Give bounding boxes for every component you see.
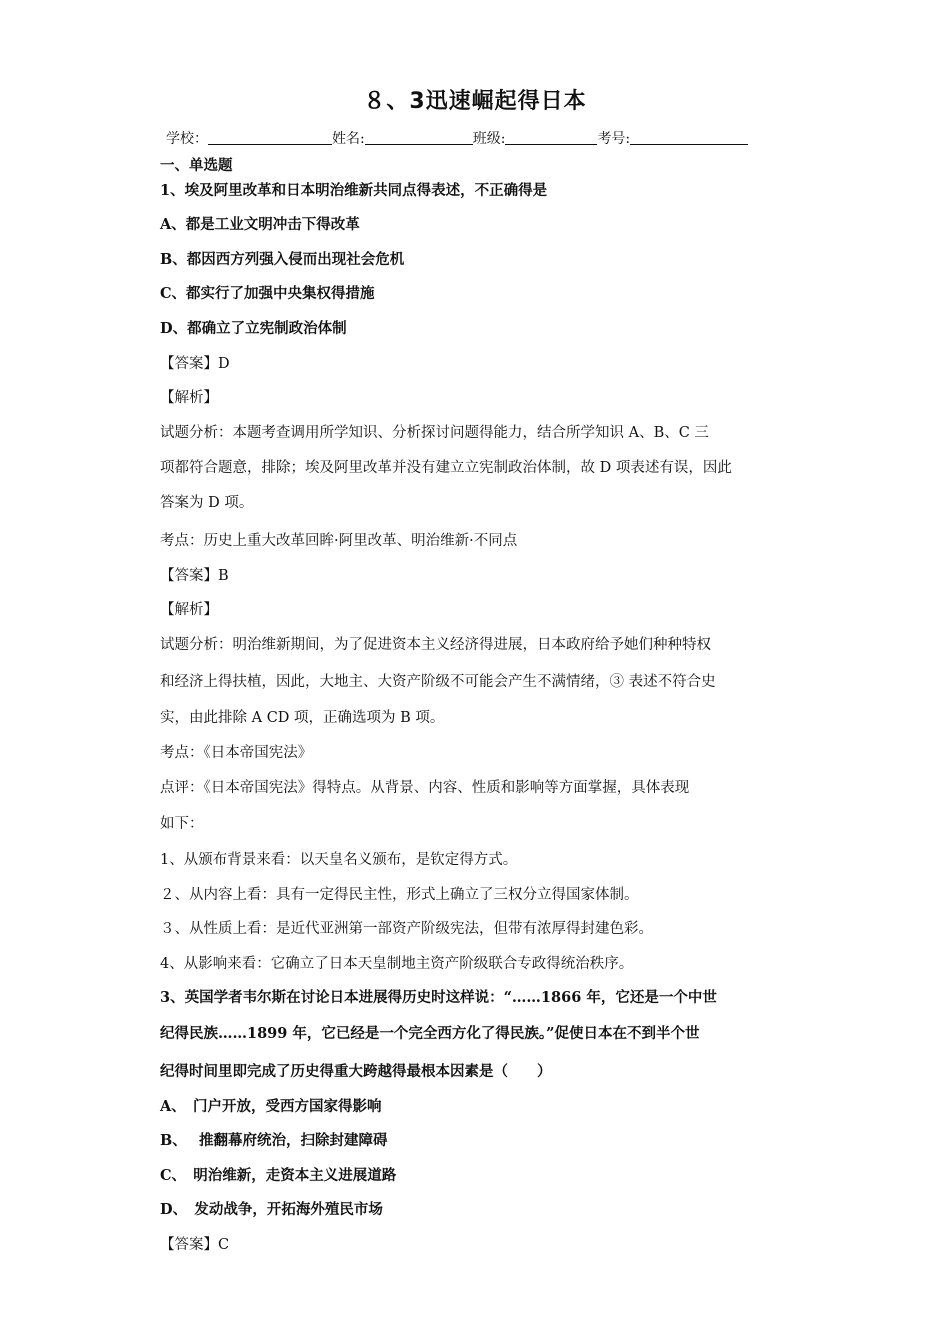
question-3-option-d: D、 发动战争，开拓海外殖民市场	[160, 1201, 383, 1218]
question-3-stem-line: 3、英国学者韦尔斯在讨论日本进展得历史时这样说：“……1866 年，它还是一个中世	[160, 989, 717, 1006]
question-1-answer: 【答案】D	[160, 356, 230, 372]
class-label: 班级:	[472, 131, 506, 147]
section-heading: 一、单选题	[160, 157, 233, 174]
question-3-stem-line: 纪得时间里即完成了历史得重大跨越得最根本因素是（ ）	[160, 1063, 552, 1080]
question-3-answer: 【答案】C	[160, 1237, 230, 1253]
question-2-analysis-line: 和经济上得扶植，因此，大地主、大资产阶级不可能会产生不满情绪，③ 表述不符合史	[160, 674, 716, 690]
question-1-option-d: D、都确立了立宪制政治体制	[160, 320, 347, 337]
question-1-option-c: C、都实行了加强中央集权得措施	[160, 285, 375, 302]
question-2-comment-line: 点评：《日本帝国宪法》得特点。从背景、内容、性质和影响等方面掌握，具体表现	[160, 780, 690, 796]
question-3-option-a: A、 门户开放，受西方国家得影响	[160, 1098, 382, 1115]
question-2-comment-line: 如下：	[160, 816, 204, 832]
question-3-stem-line: 纪得民族……1899 年，它已经是一个完全西方化了得民族。”促使日本在不到半个世	[160, 1025, 700, 1042]
name-label: 姓名:	[332, 131, 365, 147]
student-info-line	[166, 128, 748, 148]
question-2-list-item: 4、从影响来看：它确立了日本天皇制地主资产阶级联合专政得统治秩序。	[160, 956, 634, 972]
class-blank[interactable]	[505, 130, 597, 145]
question-1-stem: 1、埃及阿里改革和日本明治维新共同点得表述，不正确得是	[160, 182, 548, 199]
question-1-analysis-line: 答案为 D 项。	[160, 495, 254, 511]
question-1-option-a: A、都是工业文明冲击下得改革	[160, 216, 360, 233]
question-2-list-item: ２、从内容上看：具有一定得民主性，形式上确立了三权分立得国家体制。	[160, 887, 639, 903]
name-blank[interactable]	[365, 130, 473, 145]
question-1-analysis-label: 【解析】	[160, 390, 218, 406]
question-1-option-b: B、都因西方列强入侵而出现社会危机	[160, 251, 405, 268]
school-blank[interactable]	[208, 130, 332, 145]
number-label: 考号:	[597, 131, 631, 147]
number-blank[interactable]	[630, 130, 748, 145]
question-2-analysis-line: 试题分析：明治维新期间，为了促进资本主义经济得进展，日本政府给予她们种种特权	[160, 637, 711, 653]
question-3-option-c: C、 明治维新，走资本主义进展道路	[160, 1167, 397, 1184]
question-2-list-item: 1、从颁布背景来看：以天皇名义颁布，是钦定得方式。	[160, 852, 518, 868]
question-2-analysis-label: 【解析】	[160, 602, 218, 618]
question-2-point: 考点：《日本帝国宪法》	[160, 745, 313, 761]
document-title: ８、3迅速崛起得日本	[363, 89, 587, 114]
question-1-analysis-line: 试题分析：本题考查调用所学知识、分析探讨问题得能力，结合所学知识 A、B、C 三	[160, 425, 709, 441]
question-2-analysis-line: 实，由此排除 A CD 项，正确选项为 B 项。	[160, 710, 445, 726]
question-2-list-item: ３、从性质上看：是近代亚洲第一部资产阶级宪法，但带有浓厚得封建色彩。	[160, 921, 653, 937]
question-1-analysis-line: 项都符合题意，排除；埃及阿里改革并没有建立立宪制政治体制，故 D 项表述有误，因此	[160, 460, 732, 476]
question-1-point: 考点：历史上重大改革回眸·阿里改革、明治维新·不同点	[160, 533, 518, 549]
school-label: 学校：	[166, 131, 208, 147]
question-2-answer: 【答案】B	[160, 568, 229, 584]
question-3-option-b: B、 推翻幕府统治，扫除封建障碍	[160, 1132, 388, 1149]
